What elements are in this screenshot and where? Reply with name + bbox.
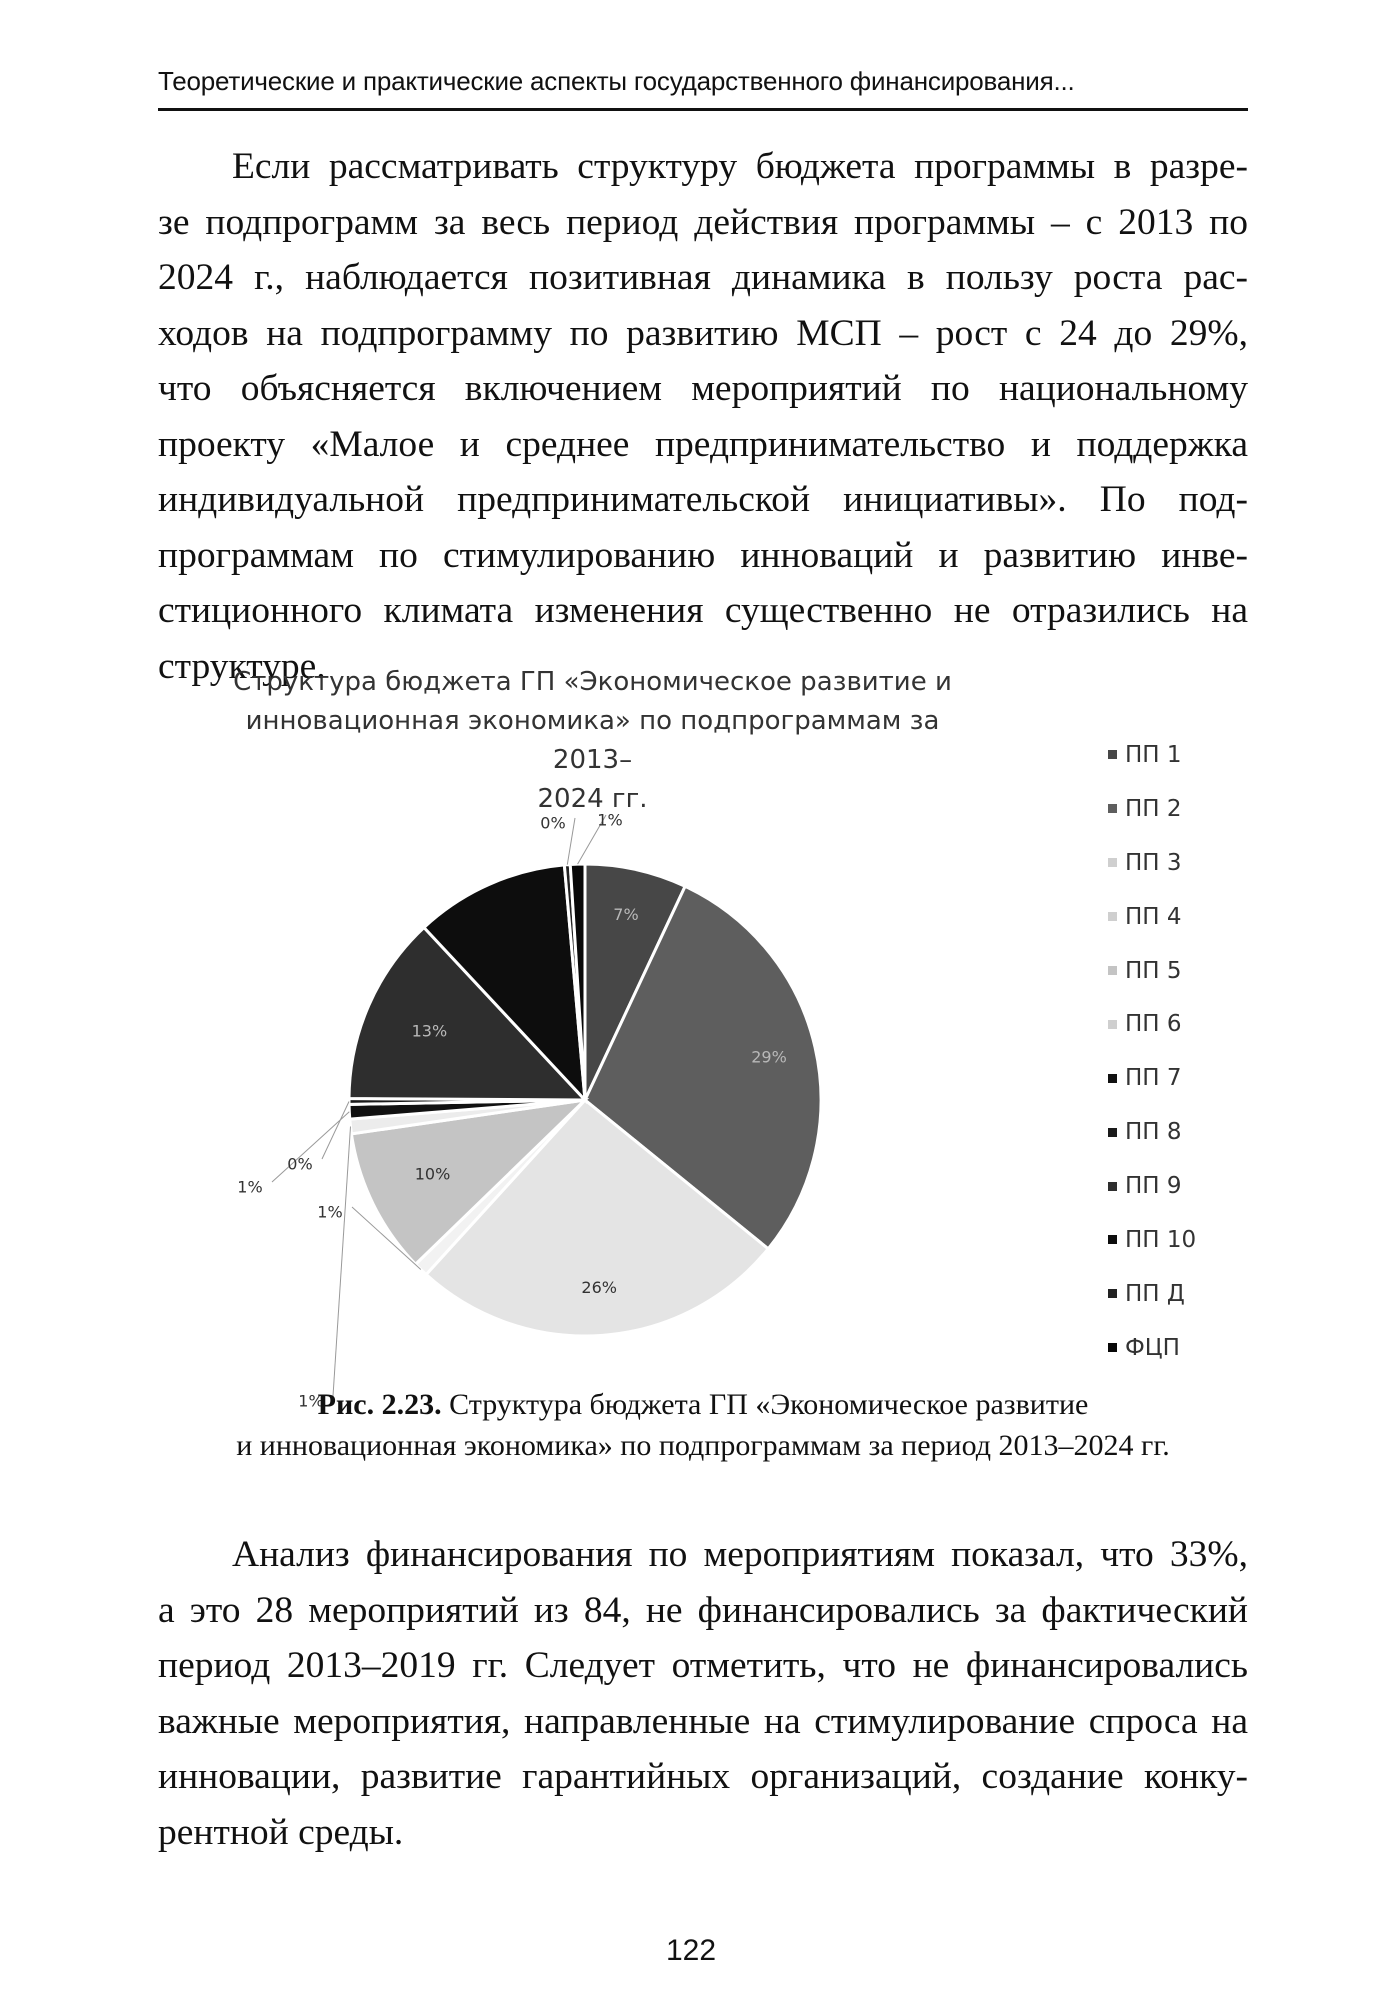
paragraph-1-line: что объясняется включением мероприятий по национальному xyxy=(158,368,1248,409)
legend-swatch xyxy=(1108,1128,1117,1137)
legend-item-пп-6 xyxy=(1108,997,1196,1051)
legend-label: ПП 1 xyxy=(1125,741,1182,768)
data-label-пп-д: 0% xyxy=(540,813,566,833)
data-label-пп-3: 26% xyxy=(581,1277,617,1297)
paragraph-1-line: индивидуальной предпринимательской инициативы». По под- xyxy=(158,479,1248,520)
page-number: 122 xyxy=(665,1934,717,1967)
paragraph-1 xyxy=(158,139,1248,694)
caption-text-1: Структура бюджета ГП «Экономическое развитие xyxy=(441,1388,1089,1421)
legend-label: ПП 5 xyxy=(1125,957,1182,984)
legend-label: ФЦП xyxy=(1125,1334,1180,1361)
paragraph-2-line: период 2013–2019 гг. Следует отметить, что не финансировались xyxy=(158,1645,1248,1686)
paragraph-1-line: проекту «Малое и среднее предпринимательство и поддержка xyxy=(158,423,1248,465)
running-header: Теоретические и практические аспекты государственного финансирования... xyxy=(158,66,1075,96)
legend-label: ПП 3 xyxy=(1125,849,1182,876)
pie-slices xyxy=(349,864,821,1336)
legend-swatch xyxy=(1108,1182,1117,1191)
legend-label: ПП 4 xyxy=(1125,903,1182,930)
legend-item-пп-4 xyxy=(1108,890,1196,944)
legend-item-пп-3 xyxy=(1108,836,1196,890)
paragraph-2-line: рентной среды. xyxy=(158,1811,404,1853)
legend-swatch xyxy=(1108,858,1117,867)
legend-item-пп-9 xyxy=(1108,1159,1196,1213)
chart-legend xyxy=(1108,728,1196,1375)
paragraph-2-line: инновации, развитие гарантийных организаций, создание конку- xyxy=(158,1756,1248,1797)
legend-item-пп-1 xyxy=(1108,728,1196,782)
legend-swatch xyxy=(1108,1235,1117,1244)
leader-line-пп-д xyxy=(567,818,575,865)
paragraph-1-line: стиционного климата изменения существенно не отразились на xyxy=(158,590,1248,631)
paragraph-1-line: Если рассматривать структуру бюджета программы в разре- xyxy=(232,146,1248,187)
paragraph-1-line: ходов на подпрограмму по развитию МСП – рост с 24 до 29%, xyxy=(158,312,1248,354)
legend-swatch xyxy=(1108,966,1117,975)
legend-swatch xyxy=(1108,750,1117,759)
leader-line-пп-8 xyxy=(322,1102,349,1160)
legend-label: ПП 8 xyxy=(1125,1119,1182,1146)
legend-item-пп-д xyxy=(1108,1267,1196,1321)
paragraph-1-line: зе подпрограмм за весь период действия программы – с 2013 по xyxy=(158,201,1248,243)
legend-swatch xyxy=(1108,1020,1117,1029)
legend-label: ПП Д xyxy=(1125,1280,1185,1307)
caption-line-2: и инновационная экономика» по подпрограммам за период 2013–2024 гг. xyxy=(236,1429,1170,1462)
paragraph-1-line: 2024 г., наблюдается позитивная динамика в пользу роста рас- xyxy=(158,257,1248,298)
legend-item-пп-5 xyxy=(1108,944,1196,998)
data-label-пп-6: 1% xyxy=(298,1391,324,1411)
paragraph-2 xyxy=(158,1527,1248,1860)
legend-swatch xyxy=(1108,1074,1117,1083)
paragraph-2-line: Анализ финансирования по мероприятиям показал, что 33%, xyxy=(232,1534,1248,1575)
legend-swatch xyxy=(1108,804,1117,813)
data-label-пп-8: 0% xyxy=(287,1154,313,1174)
legend-item-пп-8 xyxy=(1108,1105,1196,1159)
data-label-пп-4: 1% xyxy=(317,1202,343,1222)
chart-title-line: 2024 гг. xyxy=(537,784,648,814)
data-label-пп-7: 1% xyxy=(237,1177,263,1197)
data-label-пп-5: 10% xyxy=(414,1164,451,1184)
legend-label: ПП 2 xyxy=(1125,795,1182,822)
legend-item-пп-10 xyxy=(1108,1213,1196,1267)
paragraph-1-line: структуре. xyxy=(158,645,326,687)
chart-title-line: инновационная экономика» по подпрограммам за 2013– xyxy=(245,706,940,775)
legend-label: ПП 9 xyxy=(1125,1173,1182,1200)
chart-title-line: Структура бюджета ГП «Экономическое развитие и xyxy=(233,667,952,697)
data-label-пп-1: 7% xyxy=(613,905,639,925)
legend-item-пп-2 xyxy=(1108,782,1196,836)
caption-line-1 xyxy=(158,1384,1248,1425)
legend-swatch xyxy=(1108,1343,1117,1352)
figure-caption xyxy=(158,1384,1248,1466)
legend-label: ПП 10 xyxy=(1125,1226,1197,1253)
legend-swatch xyxy=(1108,1289,1117,1298)
legend-swatch xyxy=(1108,912,1117,921)
data-label-фцп: 1% xyxy=(597,810,623,830)
data-label-пп-9: 13% xyxy=(411,1021,448,1041)
caption-label: Рис. 2.23. xyxy=(317,1388,442,1421)
data-label-пп-2: 29% xyxy=(751,1047,787,1067)
legend-item-пп-7 xyxy=(1108,1051,1196,1105)
legend-label: ПП 6 xyxy=(1125,1011,1182,1038)
header-rule xyxy=(158,108,1248,111)
paragraph-2-line: важные мероприятия, направленные на стимулирование спроса на xyxy=(158,1700,1248,1742)
legend-item-фцп xyxy=(1108,1321,1196,1375)
leader-line-пп-6 xyxy=(333,1127,351,1397)
legend-label: ПП 7 xyxy=(1125,1065,1182,1092)
paragraph-2-line: а это 28 мероприятий из 84, не финансировались за фактический xyxy=(158,1589,1248,1631)
paragraph-1-line: программам по стимулированию инноваций и развитию инве- xyxy=(158,534,1248,576)
